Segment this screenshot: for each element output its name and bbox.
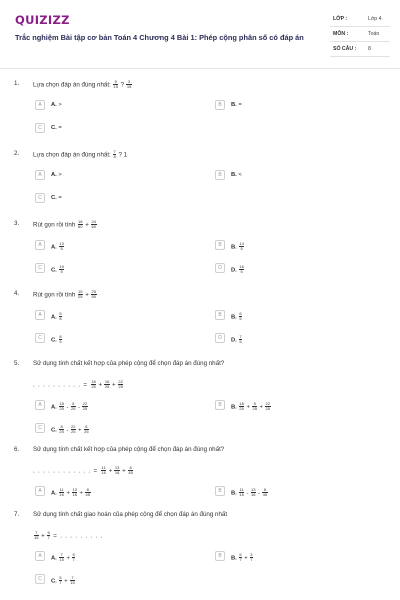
question-prompt: Sử dụng tính chất kết hợp của phép cộng để chọn đáp án đúng nhất? [33, 360, 225, 367]
numerator: 18 [59, 401, 64, 406]
option-label: B. [231, 404, 239, 411]
meta-row-subject [330, 27, 390, 42]
question-prompt: Rút gọn rồi tính [33, 221, 78, 229]
option-letter-box[interactable]: A [35, 100, 45, 110]
option-text [51, 102, 62, 108]
expr-text: + [39, 532, 47, 540]
numerator: 22 [82, 401, 88, 406]
denominator: 50 [91, 294, 96, 300]
fraction [239, 312, 242, 322]
option-label: B. [231, 172, 239, 178]
meta-value: Lớp 4 [368, 16, 382, 22]
fraction [239, 553, 242, 563]
option-label: C. [51, 578, 59, 585]
option-letter-box[interactable]: C [35, 333, 45, 343]
fraction [101, 466, 106, 476]
numerator: 13 [59, 241, 64, 246]
question-text [33, 446, 224, 453]
denominator: 7 [250, 557, 253, 563]
question-number: 1. [14, 80, 20, 87]
meta-value: 8 [368, 46, 371, 52]
option-letter-box[interactable]: C [35, 574, 45, 584]
denominator: 25 [71, 429, 76, 435]
denominator: 7 [72, 557, 75, 563]
question-number: 6. [14, 446, 20, 453]
fraction [239, 402, 244, 412]
denominator: 60 [91, 224, 96, 230]
numerator: 18 [239, 401, 244, 406]
option-text [231, 402, 271, 412]
option-text [231, 488, 268, 498]
numerator: 6 [85, 424, 88, 429]
denominator: 5 [239, 339, 242, 345]
fraction [59, 425, 64, 435]
fraction [85, 488, 90, 498]
fraction [252, 402, 257, 412]
meta-row-count [330, 42, 390, 57]
expr-text: + [110, 381, 118, 389]
fraction [91, 220, 96, 230]
question-number: 2. [14, 150, 20, 157]
option-label: B. [231, 555, 239, 562]
expr-text: + [96, 381, 104, 389]
denominator: 60 [78, 224, 83, 230]
fraction [59, 312, 62, 322]
option-label: D. [231, 267, 239, 274]
option-letter-box[interactable]: D [215, 333, 225, 343]
denominator: 16 [114, 470, 120, 476]
expr-text: + [64, 555, 72, 562]
fraction [250, 553, 253, 563]
option-letter-box[interactable]: B [215, 400, 225, 410]
expr-text: + [120, 467, 128, 475]
option-label: B. [231, 314, 239, 321]
option-label: A. [51, 314, 59, 321]
question-number: 7. [14, 511, 20, 518]
meta-key: MÔN : [333, 31, 349, 37]
option-text [231, 102, 242, 108]
fraction [239, 242, 244, 252]
numerator: 22 [265, 401, 270, 406]
option-text [51, 335, 63, 345]
question-text [33, 220, 97, 230]
expr-text: = [238, 102, 242, 108]
numerator: 18 [91, 379, 96, 384]
expr-text: = [58, 195, 62, 201]
option-letter-box[interactable]: C [35, 263, 45, 273]
option-label: C. [51, 337, 59, 344]
question-text [33, 80, 132, 90]
question-text [33, 290, 97, 300]
fraction [113, 150, 116, 160]
numerator: 5 [114, 79, 117, 84]
question-prompt: Rút gọn rồi tính [33, 291, 78, 299]
option-text [51, 312, 63, 322]
numerator: 18 [78, 219, 83, 224]
question-prompt: Sử dụng tính chất giao hoán của phép cộng để chọn đáp án đúng nhất [33, 511, 228, 518]
numerator: 3 [127, 79, 131, 84]
denominator: 45 [85, 492, 90, 498]
expr-text: + [77, 490, 85, 497]
fraction [84, 425, 89, 435]
denominator: 16 [101, 470, 106, 476]
option-letter-box[interactable]: B [215, 240, 225, 250]
numerator: 6 [239, 311, 242, 316]
numerator: 5 [47, 530, 50, 535]
option-label: A. [51, 102, 59, 108]
question-number: 4. [14, 290, 20, 297]
fraction [59, 335, 62, 345]
meta-value: Toán [368, 31, 380, 37]
numerator: 7 [239, 334, 242, 339]
question-prompt: Sử dụng tính chất kết hợp của phép cộng để chọn đáp án đúng nhất? [33, 446, 225, 453]
denominator: 15 [59, 557, 64, 563]
numerator: 24 [91, 219, 96, 224]
numerator: 11 [239, 487, 244, 492]
denominator: 45 [128, 470, 133, 476]
expr-text: + [83, 291, 91, 299]
option-label: C. [51, 195, 59, 201]
fraction [239, 335, 242, 345]
option-label: A. [51, 172, 59, 178]
expr-text: + [242, 555, 250, 562]
denominator: 25 [91, 384, 96, 390]
option-text [51, 172, 62, 178]
numerator: 8 [60, 424, 63, 429]
numerator: 5 [253, 401, 256, 406]
denominator: 16 [72, 492, 77, 498]
denominator: 15 [126, 84, 132, 90]
expr-text: = . . . . . . . . . [50, 532, 104, 540]
expr-text: + [64, 490, 72, 497]
denominator: 25 [265, 406, 270, 412]
question-prompt: Lựa chọn đáp án đúng nhất: [33, 81, 113, 89]
fraction [265, 402, 270, 412]
option-text [51, 488, 91, 498]
expr-text: - [64, 404, 71, 411]
option-text [231, 265, 245, 275]
expr-text: < [238, 172, 242, 178]
denominator: 25 [82, 406, 88, 412]
expr-text: + [83, 221, 91, 229]
option-text [51, 402, 88, 412]
option-label: B. [231, 102, 239, 108]
denominator: 25 [71, 406, 76, 412]
expr-text: + [257, 404, 265, 411]
option-letter-box[interactable]: B [215, 170, 225, 180]
numerator: 14 [239, 241, 244, 246]
denominator: 16 [59, 492, 64, 498]
denominator: 25 [252, 406, 257, 412]
expr-text: - [76, 404, 82, 411]
denominator: 25 [78, 294, 83, 300]
denominator: 5 [239, 316, 242, 322]
option-text [51, 125, 62, 131]
fraction [59, 402, 64, 412]
fraction [59, 242, 64, 252]
option-text [231, 312, 243, 322]
denominator: 25 [118, 384, 123, 390]
fraction [262, 488, 267, 498]
fraction [91, 380, 96, 390]
numerator: 5 [59, 575, 62, 580]
numerator: 5 [59, 311, 62, 316]
denominator: 15 [34, 535, 39, 541]
fraction [59, 576, 62, 586]
question-text [33, 150, 127, 160]
denominator: 8 [113, 154, 116, 160]
expr-text: > [58, 102, 62, 108]
denominator: 7 [59, 580, 62, 586]
numerator: 7 [71, 575, 74, 580]
meta-table [330, 12, 390, 57]
denominator: 25 [239, 406, 244, 412]
option-letter-box[interactable]: D [215, 263, 225, 273]
numerator: 7 [113, 149, 116, 154]
numerator: 13 [251, 487, 256, 492]
numerator: 3 [250, 552, 253, 557]
expr-text: + [244, 404, 252, 411]
question-prompt: Lựa chọn đáp án đúng nhất: [33, 151, 113, 159]
numerator: 15 [78, 289, 83, 294]
option-text [51, 265, 65, 275]
denominator: 45 [262, 492, 268, 498]
option-label: A. [51, 555, 59, 562]
denominator: 16 [239, 492, 244, 498]
numerator: 8 [129, 465, 132, 470]
option-label: B. [231, 244, 239, 251]
expr-text: - [256, 490, 262, 497]
denominator: 25 [59, 406, 64, 412]
option-label: C. [51, 427, 59, 434]
numerator: 22 [71, 424, 76, 429]
expr-text: + [62, 578, 70, 585]
option-label: D. [231, 337, 239, 344]
option-letter-box[interactable]: C [35, 123, 45, 133]
fraction [104, 380, 109, 390]
option-text [231, 335, 243, 345]
fraction [59, 553, 64, 563]
question-text [33, 511, 227, 518]
option-text [51, 425, 90, 435]
option-label: A. [51, 244, 59, 251]
fraction [118, 380, 123, 390]
option-text [231, 553, 254, 563]
fraction [239, 488, 244, 498]
option-label: A. [51, 404, 59, 411]
numerator: 16 [104, 379, 110, 384]
denominator: 5 [60, 246, 63, 252]
denominator: 7 [47, 535, 50, 541]
option-text [51, 576, 76, 586]
brand-logo: QUIZIZZ [15, 13, 70, 27]
numerator: 7 [35, 530, 38, 535]
header-divider [0, 68, 400, 69]
meta-key: SỐ CÂU : [333, 46, 357, 52]
expr-text: ? 1 [116, 151, 128, 159]
fraction [72, 553, 75, 563]
fraction [239, 265, 244, 275]
denominator: 5 [59, 339, 62, 345]
numerator: 8 [263, 487, 266, 492]
option-text [51, 242, 65, 252]
numerator: 11 [59, 487, 64, 492]
expr-text: ? [118, 81, 126, 89]
question-number: 3. [14, 220, 20, 227]
fraction [126, 80, 131, 90]
numerator: 16 [239, 264, 244, 269]
numerator: 13 [114, 465, 120, 470]
fraction [72, 488, 77, 498]
numerator: 11 [101, 465, 106, 470]
option-text [51, 195, 62, 201]
denominator: 15 [70, 580, 75, 586]
fraction [70, 576, 75, 586]
fraction [59, 488, 64, 498]
denominator: 8 [59, 316, 62, 322]
expr-text: + [106, 467, 114, 475]
option-text [51, 553, 76, 563]
option-letter-box[interactable]: B [215, 310, 225, 320]
option-label: A. [51, 490, 59, 497]
expr-text: . . . . . . . . . . = [33, 381, 91, 389]
meta-row-class [330, 12, 390, 27]
fraction [113, 80, 118, 90]
numerator: 25 [91, 289, 96, 294]
numerator: 5 [72, 552, 75, 557]
option-letter-box[interactable]: A [35, 310, 45, 320]
question-expression [33, 380, 124, 390]
denominator: 5 [60, 269, 63, 275]
denominator: 25 [84, 429, 89, 435]
option-letter-box[interactable]: A [35, 486, 45, 496]
page-title: Trắc nghiệm Bài tập cơ bản Toán 4 Chương 4 Bài 1: Phép cộng phân số có đáp án [15, 33, 304, 42]
numerator: 5 [72, 401, 75, 406]
denominator: 16 [251, 492, 256, 498]
denominator: 15 [113, 84, 118, 90]
option-letter-box[interactable]: A [35, 240, 45, 250]
option-letter-box[interactable]: B [215, 551, 225, 561]
expr-text: + [76, 427, 84, 434]
denominator: 5 [240, 269, 243, 275]
numerator: 5 [239, 552, 242, 557]
fraction [91, 290, 96, 300]
numerator: 8 [86, 487, 89, 492]
numerator: 7 [60, 552, 63, 557]
meta-key: LỚP : [333, 16, 348, 22]
option-label: B. [231, 490, 239, 497]
denominator: 7 [239, 557, 242, 563]
denominator: 25 [104, 384, 110, 390]
numerator: 8 [59, 334, 62, 339]
expr-text: > [58, 172, 62, 178]
expr-text: - [64, 427, 71, 434]
option-letter-box[interactable]: C [35, 193, 45, 203]
option-letter-box[interactable]: A [35, 400, 45, 410]
question-expression [33, 466, 134, 476]
fraction [128, 466, 133, 476]
expr-text: = [58, 125, 62, 131]
option-text [231, 242, 245, 252]
question-expression [33, 531, 103, 541]
worksheet-header [0, 0, 400, 66]
fraction [82, 402, 87, 412]
option-letter-box[interactable]: B [215, 486, 225, 496]
option-letter-box[interactable]: C [35, 423, 45, 433]
expr-text: . . . . . . . . . . . . = [33, 467, 101, 475]
fraction [47, 531, 50, 541]
option-letter-box[interactable]: B [215, 100, 225, 110]
denominator: 5 [240, 246, 243, 252]
numerator: 15 [59, 264, 64, 269]
numerator: 13 [72, 487, 77, 492]
option-label: C. [51, 125, 59, 131]
option-letter-box[interactable]: A [35, 551, 45, 561]
option-letter-box[interactable]: A [35, 170, 45, 180]
question-number: 5. [14, 360, 20, 367]
fraction [59, 265, 64, 275]
numerator: 22 [118, 379, 123, 384]
denominator: 25 [59, 429, 64, 435]
option-text [231, 172, 242, 178]
option-label: C. [51, 267, 59, 274]
question-text [33, 360, 224, 367]
expr-text: - [244, 490, 251, 497]
